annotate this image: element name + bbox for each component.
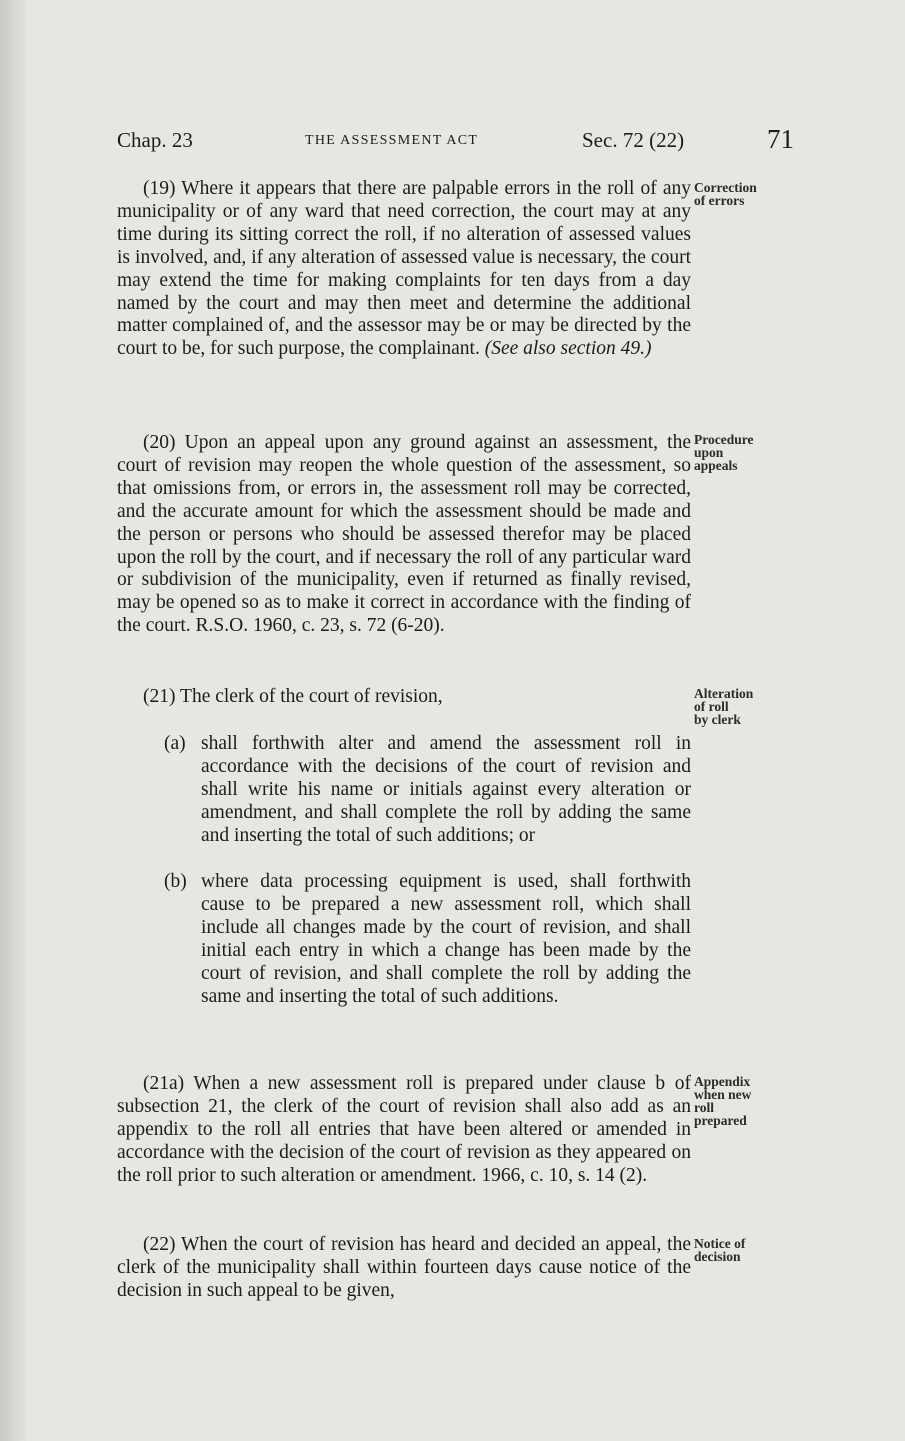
subsection-20 <box>117 432 691 638</box>
clause-text: shall forthwith alter and amend the assessment roll in accordance with the decisions of the court of revision and shall write his name or initials against every alteration or amendment, and shall complete the roll by adding the same and inserting the total of such additions; or <box>201 732 691 846</box>
subsection-text: When the court of revision has heard and decided an appeal, the clerk of the municipality shall within fourteen days cause notice of the decision in such appeal to be given, <box>117 1234 691 1301</box>
subsection-21a <box>117 1073 691 1188</box>
clause-b <box>164 871 691 1008</box>
subsection-number: (21) <box>143 686 176 707</box>
subsection-text: When a new assessment roll is prepared under clause b of subsection 21, the clerk of the court of revision shall also add as an appendix to the roll all entries that have been altered or amended in accordance with the decision of the court of revision as they appeared on the roll prior to such alteration or amendment. 1966, c. 10, s. 14 (2). <box>117 1073 691 1186</box>
margin-note-notice: Notice of decision <box>694 1236 746 1264</box>
section-label: Sec. 72 (22) <box>582 128 685 152</box>
clause-a <box>164 733 691 848</box>
running-header <box>117 124 797 160</box>
subsection-19 <box>117 178 691 361</box>
clause-text: where data processing equipment is used, shall forthwith cause to be prepared a new assessment roll, which shall include all changes made by the court of revision, and shall initial each entry in which a change has been made by the court of revision, and shall complete the roll by adding the same and inserting the total of such additions. <box>201 871 691 1007</box>
subsection-21 <box>117 686 691 1009</box>
subsection-text: The clerk of the court of revision, <box>180 686 443 707</box>
cross-reference: (See also section 49.) <box>484 338 652 360</box>
subsection-text: Where it appears that there are palpable errors in the roll of any municipality or of any ward that need correction, the court may at any time during its sitting correct the roll, if no alteration of assessed values is involved, and, if any alteration of assessed value is necessary, the court may extend the time for making complaints for ten days from a day named by the court and may then meet and determine the additional matter complained of, and the assessor may be or may be directed by the court to be, for such purpose, the complainant. <box>117 178 691 360</box>
margin-note-correction: Correction of errors <box>694 180 757 208</box>
subsection-number: (20) <box>143 432 176 453</box>
subsection-number: (22) <box>143 1234 176 1255</box>
clause-label: (a) <box>164 732 186 754</box>
margin-note-procedure: Procedure upon appeals <box>694 432 754 473</box>
chapter-label: Chap. 23 <box>117 128 193 152</box>
page-number: 71 <box>767 124 794 154</box>
subsection-22 <box>117 1234 691 1303</box>
subsection-number: (21a) <box>143 1073 185 1094</box>
margin-note-alteration: Alteration of roll by clerk <box>694 686 754 727</box>
page-edge-shadow <box>0 0 26 1441</box>
subsection-number: (19) <box>143 178 176 199</box>
clause-label: (b) <box>164 871 187 893</box>
act-title: THE ASSESSMENT ACT <box>305 133 479 148</box>
subsection-text: Upon an appeal upon any ground against an assessment, the court of revision may reopen the whole question of the assessment, so that omissions from, or errors in, the assessment roll may be corrected, and the accurate amount for which the assessment should be made and the person or persons who should be assessed therefor may be placed upon the roll by the court, and if necessary the roll of any particular ward or subdivision of the municipality, even if returned as finally revised, may be opened so as to make it correct in accordance with the finding of the court. R.S.O. 1960, c. 23, s. 72 (6-20). <box>117 432 692 637</box>
margin-note-appendix: Appendix when new roll prepared <box>694 1074 752 1128</box>
